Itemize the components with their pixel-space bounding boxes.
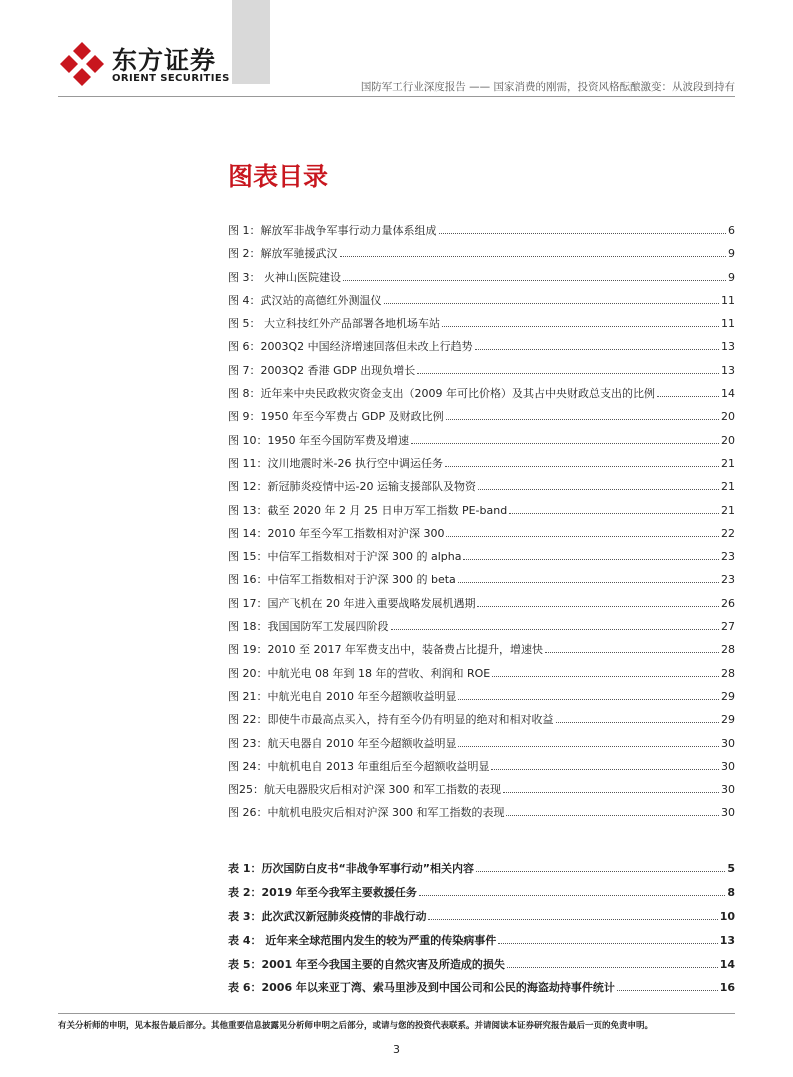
toc-entry-label[interactable]: 图 6：2003Q2 中国经济增速回落但未改上行趋势 <box>228 340 473 354</box>
dot-leader <box>617 990 718 991</box>
toc-entry-page[interactable]: 28 <box>721 666 735 680</box>
dot-leader <box>428 919 717 920</box>
toc-entry-page[interactable]: 23 <box>721 550 735 564</box>
toc-entry-page[interactable]: 21 <box>721 503 735 517</box>
toc-entry-label[interactable]: 表 3：此次武汉新冠肺炎疫情的非战行动 <box>228 909 427 923</box>
toc-entry-page[interactable]: 11 <box>721 293 735 307</box>
dot-leader <box>391 629 720 630</box>
dot-leader <box>491 769 719 770</box>
toc-entry-label[interactable]: 图25：航天电器股灾后相对沪深 300 和军工指数的表现 <box>228 783 501 797</box>
toc-entry-label[interactable]: 图 7：2003Q2 香港 GDP 出现负增长 <box>228 363 416 377</box>
figure-toc-row[interactable] <box>228 758 735 781</box>
toc-entry-label[interactable]: 图 14：2010 年至今军工指数相对沪深 300 <box>228 526 445 540</box>
toc-entry-label[interactable]: 图 22：即使牛市最高点买入，持有至今仍有明显的绝对和相对收益 <box>228 713 554 727</box>
header-divider <box>58 96 735 97</box>
dot-leader <box>507 967 718 968</box>
table-toc-row[interactable] <box>228 956 735 980</box>
toc-entry-label[interactable]: 图 5： 大立科技红外产品部署各地机场车站 <box>228 317 440 331</box>
toc-entry-label[interactable]: 表 4： 近年来全球范围内发生的较为严重的传染病事件 <box>228 933 497 947</box>
toc-entry-page[interactable]: 20 <box>721 433 735 447</box>
figure-toc-row[interactable] <box>228 711 735 734</box>
toc-entry-page[interactable]: 29 <box>721 689 735 703</box>
toc-entry-page[interactable]: 30 <box>721 783 735 797</box>
toc-entry-label[interactable]: 图 4：武汉站的高德红外测温仪 <box>228 293 382 307</box>
toc-entry-label[interactable]: 图 11：汶川地震时米-26 执行空中调运任务 <box>228 456 443 470</box>
figure-list <box>228 222 735 828</box>
toc-entry-page[interactable]: 21 <box>721 480 735 494</box>
figure-toc-row[interactable] <box>228 408 735 431</box>
page-number: 3 <box>393 1043 400 1056</box>
dot-leader <box>506 815 719 816</box>
figure-toc-row[interactable] <box>228 781 735 804</box>
toc-entry-label[interactable]: 图 17：国产飞机在 20 年进入重要战略发展机遇期 <box>228 596 476 610</box>
toc-entry-page[interactable]: 20 <box>721 410 735 424</box>
toc-entry-label[interactable]: 表 5：2001 年至今我国主要的自然灾害及所造成的损失 <box>228 957 505 971</box>
toc-entry-page[interactable]: 9 <box>728 247 735 261</box>
dot-leader <box>445 466 719 467</box>
figure-toc-row[interactable] <box>228 735 735 758</box>
toc-entry-label[interactable]: 图 23：航天电器自 2010 年至今超额收益明显 <box>228 736 457 750</box>
dot-leader <box>446 536 719 537</box>
toc-entry-label[interactable]: 图 9：1950 年至今军费占 GDP 及财政比例 <box>228 410 444 424</box>
report-caption: 国防军工行业深度报告 —— 国家消费的刚需，投资风格酝酿激变：从波段到持有 <box>360 81 735 93</box>
toc-entry-page[interactable]: 11 <box>721 317 735 331</box>
toc-entry-page[interactable]: 29 <box>721 713 735 727</box>
toc-entry-label[interactable]: 图 13：截至 2020 年 2 月 25 日申万军工指数 PE-band <box>228 503 508 517</box>
dot-leader <box>384 303 720 304</box>
dot-leader <box>503 792 719 793</box>
brand-name-cn: 东方证券 <box>112 46 217 75</box>
page-title: 图表目录 <box>228 162 329 191</box>
table-toc-row[interactable] <box>228 908 735 932</box>
figure-toc-row[interactable] <box>228 804 735 827</box>
toc-entry-page[interactable]: 30 <box>721 806 735 820</box>
table-toc-row[interactable] <box>228 979 735 1003</box>
toc-entry-label[interactable]: 图 21：中航光电自 2010 年至今超额收益明显 <box>228 689 457 703</box>
toc-entry-page[interactable]: 9 <box>728 270 735 284</box>
dot-leader <box>657 396 719 397</box>
toc-entry-label[interactable]: 图 12：新冠肺炎疫情中运-20 运输支援部队及物资 <box>228 480 476 494</box>
toc-entry-page[interactable]: 14 <box>719 957 735 971</box>
toc-entry-label[interactable]: 图 1：解放军非战争军事行动力量体系组成 <box>228 224 437 237</box>
toc-entry-page[interactable]: 26 <box>721 596 735 610</box>
toc-entry-page[interactable]: 30 <box>721 736 735 750</box>
dot-leader <box>458 699 719 700</box>
orient-securities-logo <box>58 40 106 88</box>
toc-entry-label[interactable]: 图 19：2010 至 2017 年军费支出中，装备费占比提升，增速快 <box>228 643 543 657</box>
toc-entry-label[interactable]: 图 15：中信军工指数相对于沪深 300 的 alpha <box>228 550 462 564</box>
toc-entry-label[interactable]: 图 3： 火神山医院建设 <box>228 270 341 284</box>
dot-leader <box>463 559 719 560</box>
dot-leader <box>498 943 717 944</box>
dot-leader <box>478 489 719 490</box>
footer-divider <box>58 1013 735 1014</box>
figure-toc-row[interactable] <box>228 432 735 455</box>
figure-toc-row[interactable] <box>228 618 735 641</box>
table-toc-row[interactable] <box>228 884 735 908</box>
figure-toc-row[interactable] <box>228 338 735 361</box>
figure-toc-row[interactable] <box>228 292 735 315</box>
toc-entry-page[interactable]: 13 <box>721 363 735 377</box>
figure-toc-row[interactable] <box>228 665 735 688</box>
dot-leader <box>340 256 727 257</box>
toc-entry-label[interactable]: 图 10：1950 年至今国防军费及增速 <box>228 433 409 447</box>
dot-leader <box>442 326 719 327</box>
dot-leader <box>476 871 725 872</box>
table-toc-row[interactable] <box>228 932 735 956</box>
figure-toc-row[interactable] <box>228 548 735 571</box>
toc-entry-label[interactable]: 图 18：我国国防军工发展四阶段 <box>228 620 389 634</box>
dot-leader <box>545 652 719 653</box>
dot-leader <box>446 419 719 420</box>
toc-entry-label[interactable]: 图 20：中航光电 08 年到 18 年的营收、利润和 ROE <box>228 666 491 680</box>
dot-leader <box>492 676 719 677</box>
table-toc-row[interactable] <box>228 860 735 884</box>
toc-entry-page[interactable]: 27 <box>721 620 735 634</box>
toc-entry-page[interactable]: 14 <box>721 387 735 401</box>
figure-toc-row[interactable] <box>228 385 735 408</box>
figure-toc-row[interactable] <box>228 478 735 501</box>
toc-entry-page[interactable]: 28 <box>721 643 735 657</box>
figure-toc-row[interactable] <box>228 641 735 664</box>
toc-entry-page[interactable]: 8 <box>727 885 735 899</box>
dot-leader <box>419 895 725 896</box>
toc-entry-page[interactable]: 13 <box>721 340 735 354</box>
toc-entry-page[interactable]: 16 <box>719 981 735 995</box>
dot-leader <box>477 606 719 607</box>
header-gray-bar <box>232 0 270 84</box>
figure-toc-row[interactable] <box>228 245 735 268</box>
figure-toc-row[interactable] <box>228 315 735 338</box>
figure-toc-row[interactable] <box>228 502 735 525</box>
toc-entry-label[interactable]: 表 2：2019 年至今我军主要救援任务 <box>228 885 417 899</box>
toc-entry-page[interactable]: 22 <box>721 526 735 540</box>
dot-leader <box>411 443 719 444</box>
figure-toc-row[interactable] <box>228 222 735 245</box>
toc-entry-page[interactable]: 10 <box>719 909 735 923</box>
toc-entry-label[interactable]: 图 16：中信军工指数相对于沪深 300 的 beta <box>228 573 456 587</box>
figure-toc-row[interactable] <box>228 525 735 548</box>
figure-toc-row[interactable] <box>228 688 735 711</box>
table-list <box>228 860 735 1003</box>
dot-leader <box>439 233 727 234</box>
dot-leader <box>475 349 719 350</box>
dot-leader <box>343 280 726 281</box>
toc-entry-page[interactable]: 30 <box>721 759 735 773</box>
figure-toc-row[interactable] <box>228 455 735 478</box>
dot-leader <box>458 746 719 747</box>
toc-entry-label[interactable]: 图 24：中航机电自 2013 年重组后至今超额收益明显 <box>228 759 490 773</box>
toc-entry-page[interactable]: 21 <box>721 456 735 470</box>
dot-leader <box>458 582 719 583</box>
dot-leader <box>509 513 719 514</box>
dot-leader <box>417 373 719 374</box>
toc-entry-label[interactable]: 表 1：历次国防白皮书“非战争军事行动”相关内容 <box>228 862 474 875</box>
toc-entry-page[interactable]: 23 <box>721 573 735 587</box>
toc-entry-label[interactable]: 图 8：近年来中央民政救灾资金支出（2009 年可比价格）及其占中央财政总支出的比例 <box>228 387 655 401</box>
figure-toc-row[interactable] <box>228 269 735 292</box>
dot-leader <box>556 722 720 723</box>
toc-entry-page[interactable]: 6 <box>728 224 735 237</box>
disclaimer-text: 有关分析师的申明，见本报告最后部分。其他重要信息披露见分析师申明之后部分，或请与您的投资代表联系。并请阅读本证券研究报告最后一页的免责申明。 <box>58 1021 654 1031</box>
toc-entry-label[interactable]: 表 6：2006 年以来亚丁湾、索马里涉及到中国公司和公民的海盗劫持事件统计 <box>228 981 615 995</box>
toc-entry-page[interactable]: 5 <box>727 862 735 875</box>
toc-entry-page[interactable]: 13 <box>719 933 735 947</box>
figure-toc-row[interactable] <box>228 362 735 385</box>
figure-toc-row[interactable] <box>228 595 735 618</box>
toc-entry-label[interactable]: 图 2：解放军驰援武汉 <box>228 247 338 261</box>
brand-name-en: ORIENT SECURITIES <box>112 73 230 84</box>
figure-toc-row[interactable] <box>228 571 735 594</box>
toc-entry-label[interactable]: 图 26：中航机电股灾后相对沪深 300 和军工指数的表现 <box>228 806 505 820</box>
